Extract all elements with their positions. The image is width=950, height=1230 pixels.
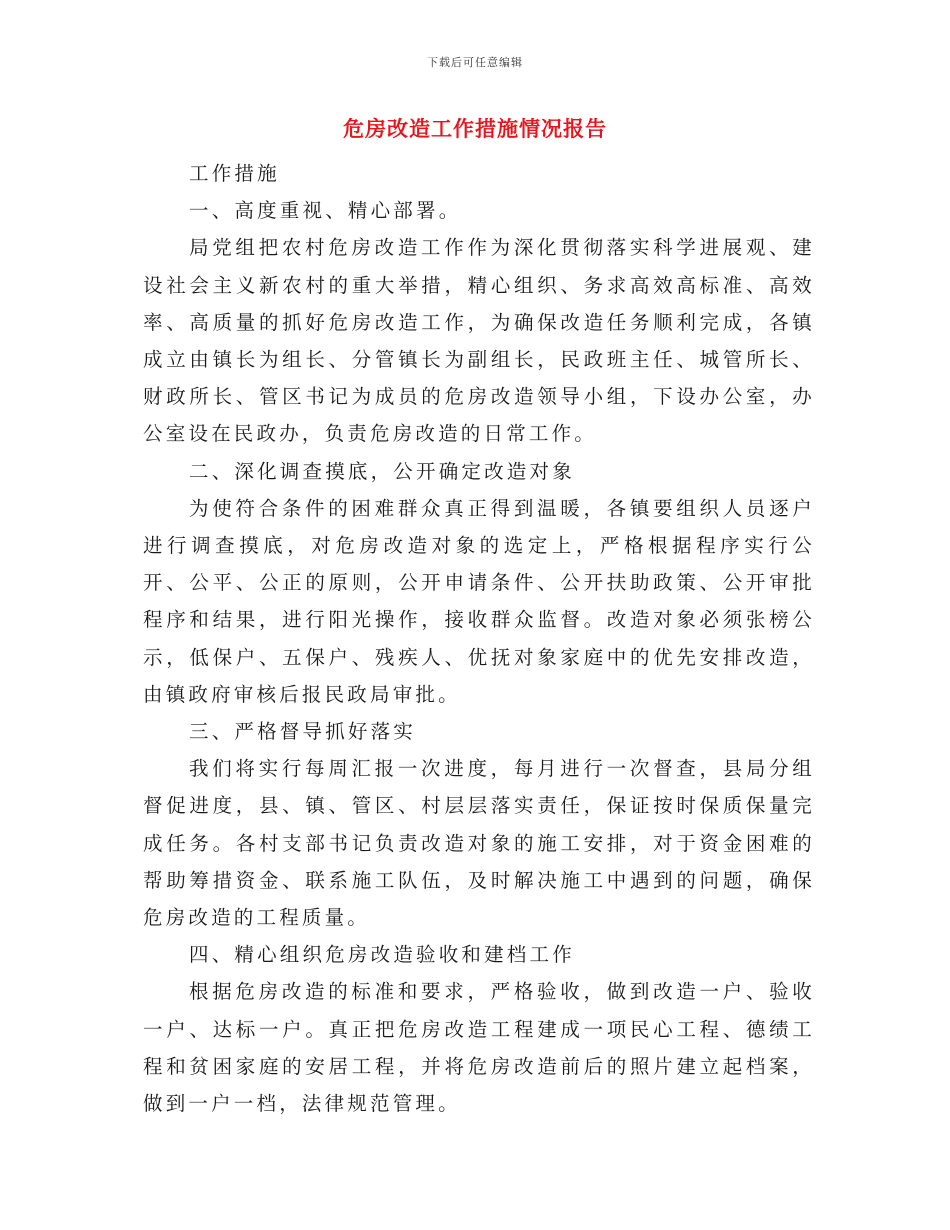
section-heading-1: 一、高度重视、精心部署。: [189, 199, 462, 223]
document-body: [143, 155, 815, 1122]
section-heading-4: 四、精心组织危房改造验收和建档工作: [189, 943, 575, 967]
section-heading-3: 三、严格督导抓好落实: [189, 720, 417, 744]
section-heading-2: 二、深化调查摸底，公开确定改造对象: [189, 459, 575, 483]
section-paragraph-2: 为使符合条件的困难群众真正得到温暖，各镇要组织人员逐户进行调查摸底，对危房改造对象的选定上，严格根据程序实行公开、公平、公正的原则，公开申请条件、公开扶助政策、公开审批程序和结果，进行阳光操作，接收群众监督。改造对象必须张榜公示，低保户、五保户、残疾人、优抚对象家庭中的优先安排改造，由镇政府审核后报民政局审批。: [143, 496, 815, 706]
section-paragraph-3: 我们将实行每周汇报一次进度，每月进行一次督查，县局分组督促进度，县、镇、管区、村层层落实责任，保证按时保质保量完成任务。各村支部书记负责改造对象的施工安排，对于资金困难的帮助筹措资金、联系施工队伍，及时解决施工中遇到的问题，确保危房改造的工程质量。: [143, 757, 815, 930]
section-paragraph-1: 局党组把农村危房改造工作作为深化贯彻落实科学进展观、建设社会主义新农村的重大举措，精心组织、务求高效高标准、高效率、高质量的抓好危房改造工作，为确保改造任务顺利完成，各镇成立由镇长为组长、分管镇长为副组长，民政班主任、城管所长、财政所长、管区书记为成员的危房改造领导小组，下设办公室，办公室设在民政办，负责危房改造的日常工作。: [143, 236, 815, 446]
section-paragraph-4: 根据危房改造的标准和要求，严格验收，做到改造一户、验收一户、达标一户。真正把危房改造工程建成一项民心工程、德绩工程和贫困家庭的安居工程，并将危房改造前后的照片建立起档案，做到一户一档，法律规范管理。: [143, 980, 815, 1116]
header-note: 下载后可任意编辑: [427, 56, 523, 69]
document-title: 危房改造工作措施情况报告: [343, 116, 607, 141]
section-label: 工作措施: [189, 162, 280, 185]
